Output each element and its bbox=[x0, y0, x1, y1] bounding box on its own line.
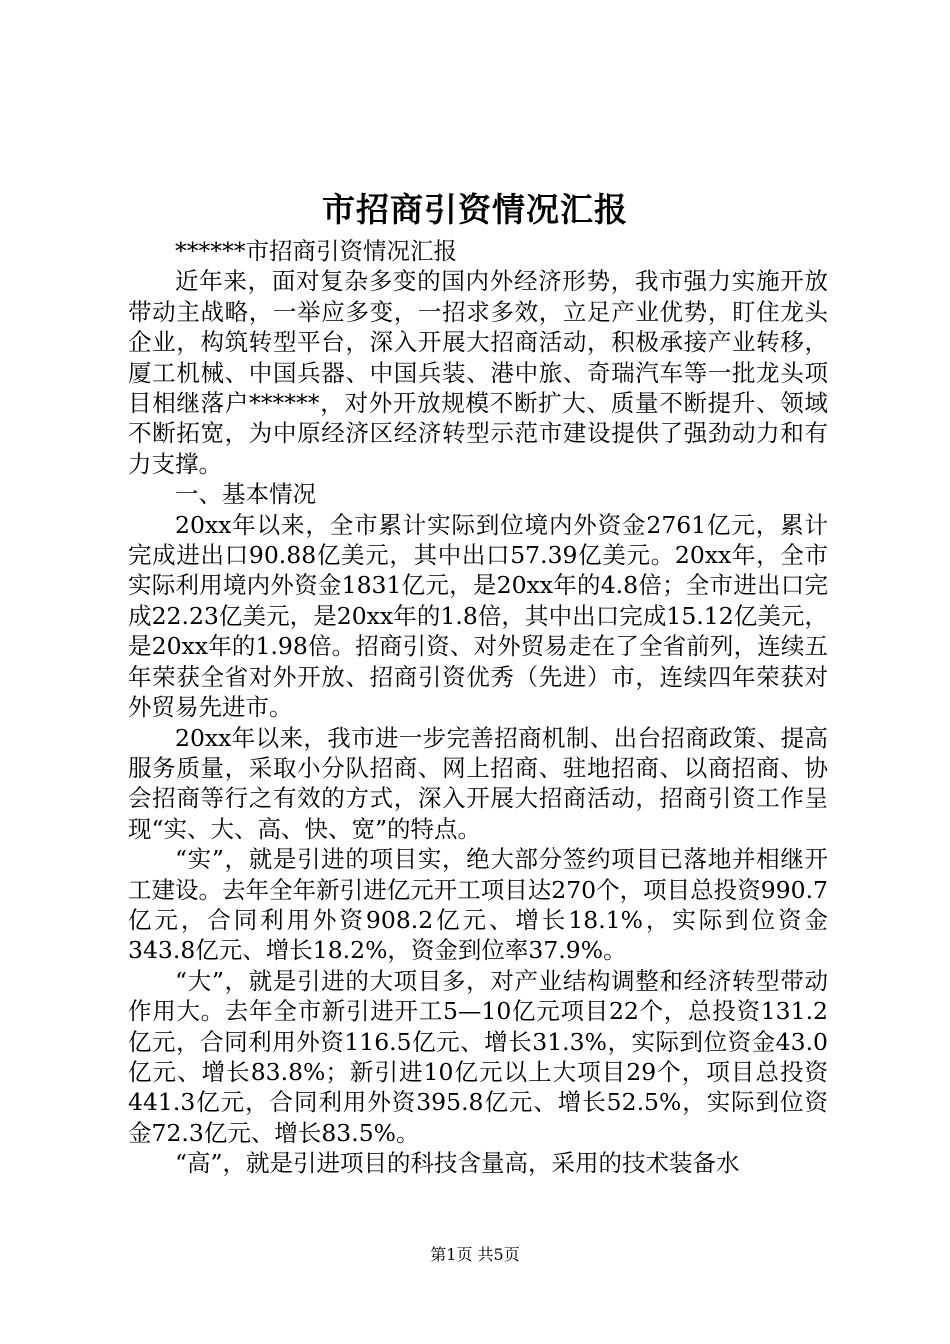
body-paragraph: “大”，就是引进的大项目多，对产业结构调整和经济转型带动作用大。去年全市新引进开工5—10亿元项目22个，总投资131.2亿元，合同利用外资116.5亿元、增长31.3%，实际到位资金43.0亿元、增长83.8%；新引进10亿元以上大项目29个，项目总投资441.3亿元，合同利用外资395.8亿元、增长52.5%，实际到位资金72.3亿元、增长83.5%。 bbox=[128, 966, 828, 1147]
body-paragraph: 20xx年以来，全市累计实际到位境内外资金2761亿元，累计完成进出口90.88亿美元，其中出口57.39亿美元。20xx年，全市实际利用境内外资金1831亿元，是20xx年的4.8倍；全市进出口完成22.23亿美元，是20xx年的1.8倍，其中出口完成15.12亿美元，是20xx年的1.98倍。招商引资、对外贸易走在了全省前列，连续五年荣获全省对外开放、招商引资优秀（先进）市，连续四年荣获对外贸易先进市。 bbox=[128, 510, 828, 722]
body-paragraph: “实”，就是引进的项目实，绝大部分签约项目已落地并相继开工建设。去年全年新引进亿元开工项目达270个，项目总投资990.7亿元，合同利用外资908.2亿元、增长18.1%，实际到位资金343.8亿元、增长18.2%，资金到位率37.9%。 bbox=[128, 845, 828, 965]
body-paragraph: 20xx年以来，我市进一步完善招商机制、出台招商政策、提高服务质量，采取小分队招商、网上招商、驻地招商、以商招商、协会招商等行之有效的方式，深入开展大招商活动，招商引资工作呈现“实、大、高、快、宽”的特点。 bbox=[128, 723, 828, 843]
document-title: 市招商引资情况汇报 bbox=[322, 190, 628, 229]
page-footer: 第1页 共5页 bbox=[430, 1245, 520, 1264]
document-body bbox=[128, 236, 828, 1179]
section-heading: 一、基本情况 bbox=[175, 480, 316, 509]
subtitle-paragraph: ******市招商引资情况汇报 bbox=[175, 237, 457, 265]
body-paragraph: “高”，就是引进项目的科技含量高，采用的技术装备水 bbox=[175, 1149, 740, 1178]
intro-paragraph: 近年来，面对复杂多变的国内外经济形势，我市强力实施开放带动主战略，一举应多变，一招求多效，立足产业优势，盯住龙头企业，构筑转型平台，深入开展大招商活动，积极承接产业转移，厦工机械、中国兵器、中国兵装、港中旅、奇瑞汽车等一批龙头项目相继落户******，对外开放规模不断扩大、质量不断提升、领域不断拓宽，为中原经济区经济转型示范市建设提供了强劲动力和有力支撑。 bbox=[128, 267, 828, 478]
